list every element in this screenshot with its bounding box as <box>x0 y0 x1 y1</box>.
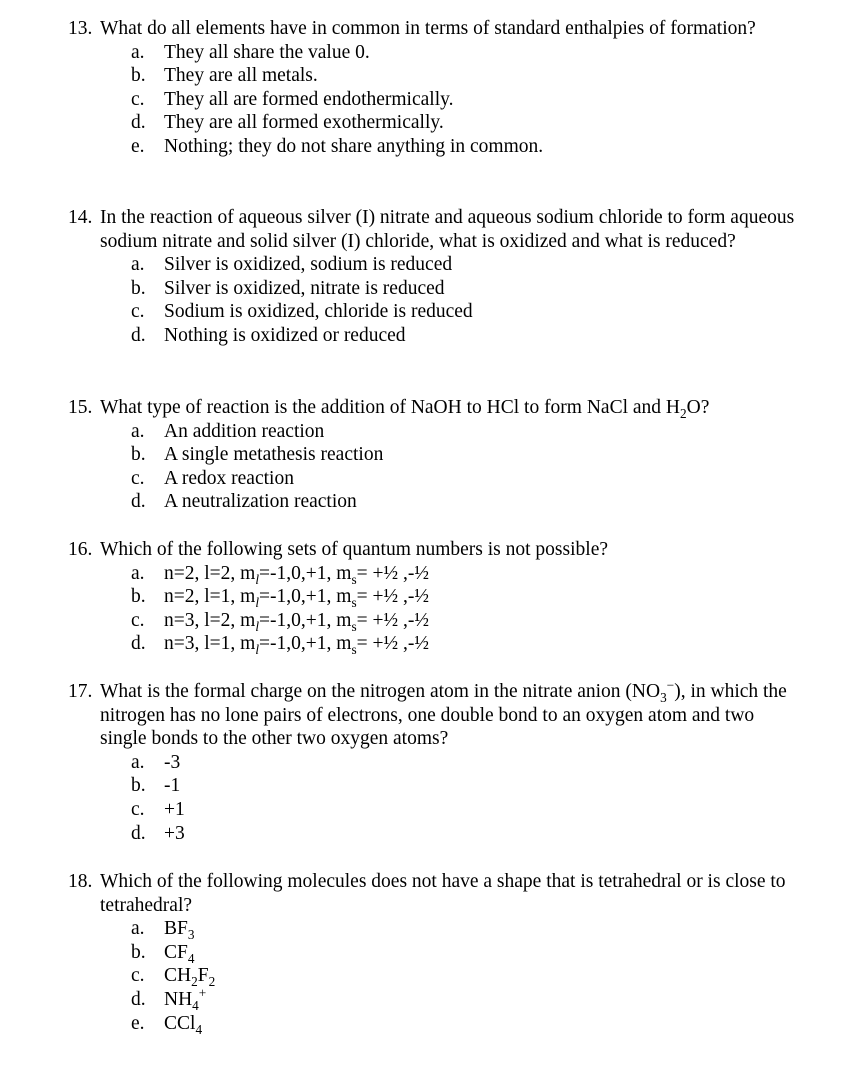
option-b: b. n=2, l=1, $m_l=-1,0,+1$, $m_s=$ +½ ,-½ <box>131 586 429 611</box>
question-13 <box>68 17 798 159</box>
option-d: d. n=3, l=1, $m_l=-1,0,+1$, $m_s=$ +½ ,-½ <box>131 633 429 658</box>
option-d: d. $NH_4^+$ <box>131 985 207 1013</box>
option-a: a. They all share the value 0. <box>131 41 370 63</box>
option-b: b. They are all metals. <box>131 65 318 87</box>
option-a: a. $BF_3$ <box>131 918 195 943</box>
option-c: c. A redox reaction <box>131 467 294 489</box>
option-d: d. Nothing is oxidized or reduced <box>131 324 406 346</box>
question-number: 13. <box>68 18 93 39</box>
question-number: 17. <box>68 681 93 702</box>
answer-options <box>68 751 798 845</box>
option-a: a. An addition reaction <box>131 420 325 442</box>
question-number: 14. <box>68 207 93 228</box>
answer-options <box>68 253 798 347</box>
option-e: e. Nothing; they do not share anything in common. <box>131 135 544 157</box>
question-15 <box>68 396 798 514</box>
question-stem: 17. What is the formal charge on the nitrogen atom in the nitrate anion $(NO_3^-)$, in which the nitrogen has no lone pairs of electrons, one double bond to an oxygen atom and two single bonds to the other two oxygen atoms? <box>68 677 787 750</box>
option-c: c. +1 <box>131 798 185 820</box>
question-stem: 16. Which of the following sets of quantum numbers is not possible? <box>68 539 609 560</box>
option-c: c. $CH_2F_2$ <box>131 965 216 990</box>
answer-options <box>68 41 798 159</box>
option-a: a. Silver is oxidized, sodium is reduced <box>131 254 453 276</box>
question-number: 18. <box>68 871 93 892</box>
question-stem: 18. Which of the following molecules does not have a shape that is tetrahedral or is close to tetrahedral? <box>68 871 786 916</box>
answer-options <box>68 562 798 656</box>
option-b: b. -1 <box>131 775 181 797</box>
option-b: b. A single metathesis reaction <box>131 444 384 466</box>
question-stem: 14. In the reaction of aqueous silver (I) nitrate and aqueous sodium chloride to form aqueous sodium nitrate and solid silver (I) chloride, what is oxidized and what is reduced? <box>68 207 795 252</box>
question-14 <box>68 206 798 348</box>
option-e: e. CCl$_4$ <box>131 1012 203 1037</box>
question-stem: 13. What do all elements have in common in terms of standard enthalpies of formation? <box>68 18 756 39</box>
option-c: c. They all are formed endothermically. <box>131 88 454 110</box>
answer-options <box>68 420 798 514</box>
question-number: 16. <box>68 539 93 560</box>
option-c: c. n=3, l=2, $m_l=-1,0,+1$, $m_s=$ +½ ,-½ <box>131 609 429 634</box>
answer-options <box>68 917 798 1035</box>
option-d: d. They are all formed exothermically. <box>131 112 444 134</box>
option-b: b. Silver is oxidized, nitrate is reduced <box>131 277 445 299</box>
option-b: b. $CF_4$ <box>131 941 195 966</box>
option-d: d. A neutralization reaction <box>131 491 357 513</box>
option-a: a. n=2, l=2, $m_l=-1,0,+1$, $m_s=$ +½ ,-½ <box>131 562 429 587</box>
option-d: d. +3 <box>131 822 185 844</box>
option-a: a. -3 <box>131 751 181 773</box>
question-16 <box>68 538 798 656</box>
question-number: 15. <box>68 397 93 418</box>
question-18 <box>68 870 798 1035</box>
question-stem: 15. What type of reaction is the addition of NaOH to HCl to form NaCl and $H_2O$? <box>68 397 710 421</box>
question-17 <box>68 677 798 845</box>
option-c: c. Sodium is oxidized, chloride is reduced <box>131 301 473 323</box>
